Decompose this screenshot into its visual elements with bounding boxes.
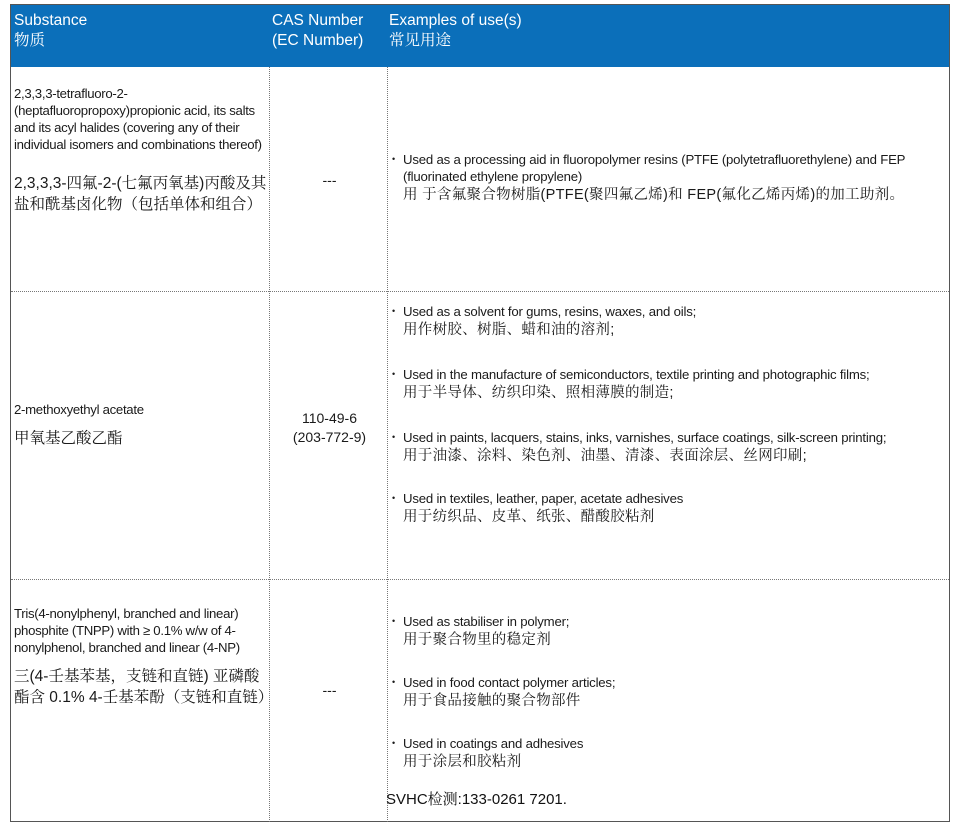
cas-number: 110-49-6 <box>301 410 357 426</box>
use-zh: 用 于含氟聚合物树脂(PTFE(聚四氟乙烯)和 FEP(氟化乙烯丙烯)的加工助剂。 <box>403 187 905 203</box>
bullet-icon: • <box>392 369 396 379</box>
substance-name-zh: 2,3,3,3-四氟-2-(七氟丙氧基)丙酸及其盐和酰基卤化物（包括单体和组合） <box>14 175 267 213</box>
svhc-table <box>10 4 950 822</box>
bullet-icon: • <box>392 432 396 442</box>
use-en: Used in food contact polymer articles; <box>403 675 616 690</box>
use-item <box>389 151 945 205</box>
table-row-3-substance <box>14 605 274 708</box>
use-zh: 用于涂层和胶粘剂 <box>403 754 522 770</box>
use-en: Used in the manufacture of semiconductors, textile printing and photographic films; <box>403 367 870 382</box>
table-row-2-cas <box>272 409 387 447</box>
header-uses-en: Examples of use(s) <box>389 12 522 29</box>
table-row-2-substance <box>14 401 269 449</box>
table-row-1-substance <box>14 85 269 215</box>
use-en: Used in textiles, leather, paper, acetate adhesives <box>403 491 684 506</box>
row-divider <box>11 291 949 292</box>
use-zh: 用于纺织品、皮革、纸张、醋酸胶粘剂 <box>403 509 655 525</box>
cas-number: --- <box>322 172 337 188</box>
substance-name-en: 2,3,3,3-tetrafluoro-2-(heptafluoropropoxy)propionic acid, its salts and its acyl halides (covering any of their individual isomers and combinations thereof) <box>14 86 262 152</box>
use-item <box>389 613 945 650</box>
header-cas-ec: (EC Number) <box>272 32 364 49</box>
use-zh: 用于聚合物里的稳定剂 <box>403 632 551 648</box>
bullet-icon: • <box>392 493 396 503</box>
table-row-3-uses <box>389 613 945 772</box>
header-substance-en: Substance <box>14 12 88 29</box>
table-header <box>11 5 949 67</box>
use-item <box>389 490 945 527</box>
ec-number: (203-772-9) <box>292 429 367 445</box>
header-uses <box>389 11 944 51</box>
use-zh: 用于油漆、涂料、染色剂、油墨、清漆、表面涂层、丝网印刷; <box>403 448 807 464</box>
substance-name-zh: 三(4-壬基苯基，支链和直链) 亚磷酸酯含 0.1% 4-壬基苯酚（支链和直链） <box>14 668 274 706</box>
substance-name-zh: 甲氧基乙酸乙酯 <box>14 430 123 447</box>
header-substance-zh: 物质 <box>14 32 46 49</box>
column-divider <box>269 67 270 822</box>
use-item <box>389 735 945 772</box>
use-en: Used as stabiliser in polymer; <box>403 614 570 629</box>
bullet-icon: • <box>392 154 396 164</box>
footer-contact-note: SVHC检测:133-0261 7201. <box>386 791 567 808</box>
use-item <box>389 674 945 711</box>
use-en: Used in coatings and adhesives <box>403 736 584 751</box>
use-zh: 用作树胶、树脂、蜡和油的溶剂; <box>403 322 615 338</box>
table-row-3-cas <box>272 681 387 700</box>
use-en: Used as a processing aid in fluoropolymer resins (PTFE (polytetrafluorethylene) and FEP (fluorinated ethylene propylene) <box>403 152 906 184</box>
header-cas <box>272 11 387 51</box>
substance-name-en: 2-methoxyethyl acetate <box>14 402 144 417</box>
use-zh: 用于食品接触的聚合物部件 <box>403 693 581 709</box>
bullet-icon: • <box>392 677 396 687</box>
use-en: Used in paints, lacquers, stains, inks, varnishes, surface coatings, silk-screen printing; <box>403 430 887 445</box>
table-row-2-uses <box>389 303 945 527</box>
column-divider <box>387 67 388 822</box>
bullet-icon: • <box>392 616 396 626</box>
cas-number: --- <box>322 682 337 698</box>
use-item <box>389 366 945 403</box>
row-divider <box>11 579 949 580</box>
bullet-icon: • <box>392 738 396 748</box>
use-zh: 用于半导体、纺织印染、照相薄膜的制造; <box>403 385 674 401</box>
substance-name-en: Tris(4-nonylphenyl, branched and linear) phosphite (TNPP) with ≥ 0.1% w/w of 4-nonylphenol, branched and linear (4-NP) <box>14 606 240 655</box>
table-row-1-cas <box>272 171 387 190</box>
use-item <box>389 303 945 340</box>
use-en: Used as a solvent for gums, resins, waxes, and oils; <box>403 304 697 319</box>
header-uses-zh: 常见用途 <box>389 32 452 49</box>
header-substance <box>14 11 269 51</box>
header-cas-en: CAS Number <box>272 12 364 29</box>
bullet-icon: • <box>392 306 396 316</box>
table-row-1-uses <box>389 151 945 205</box>
use-item <box>389 429 945 466</box>
